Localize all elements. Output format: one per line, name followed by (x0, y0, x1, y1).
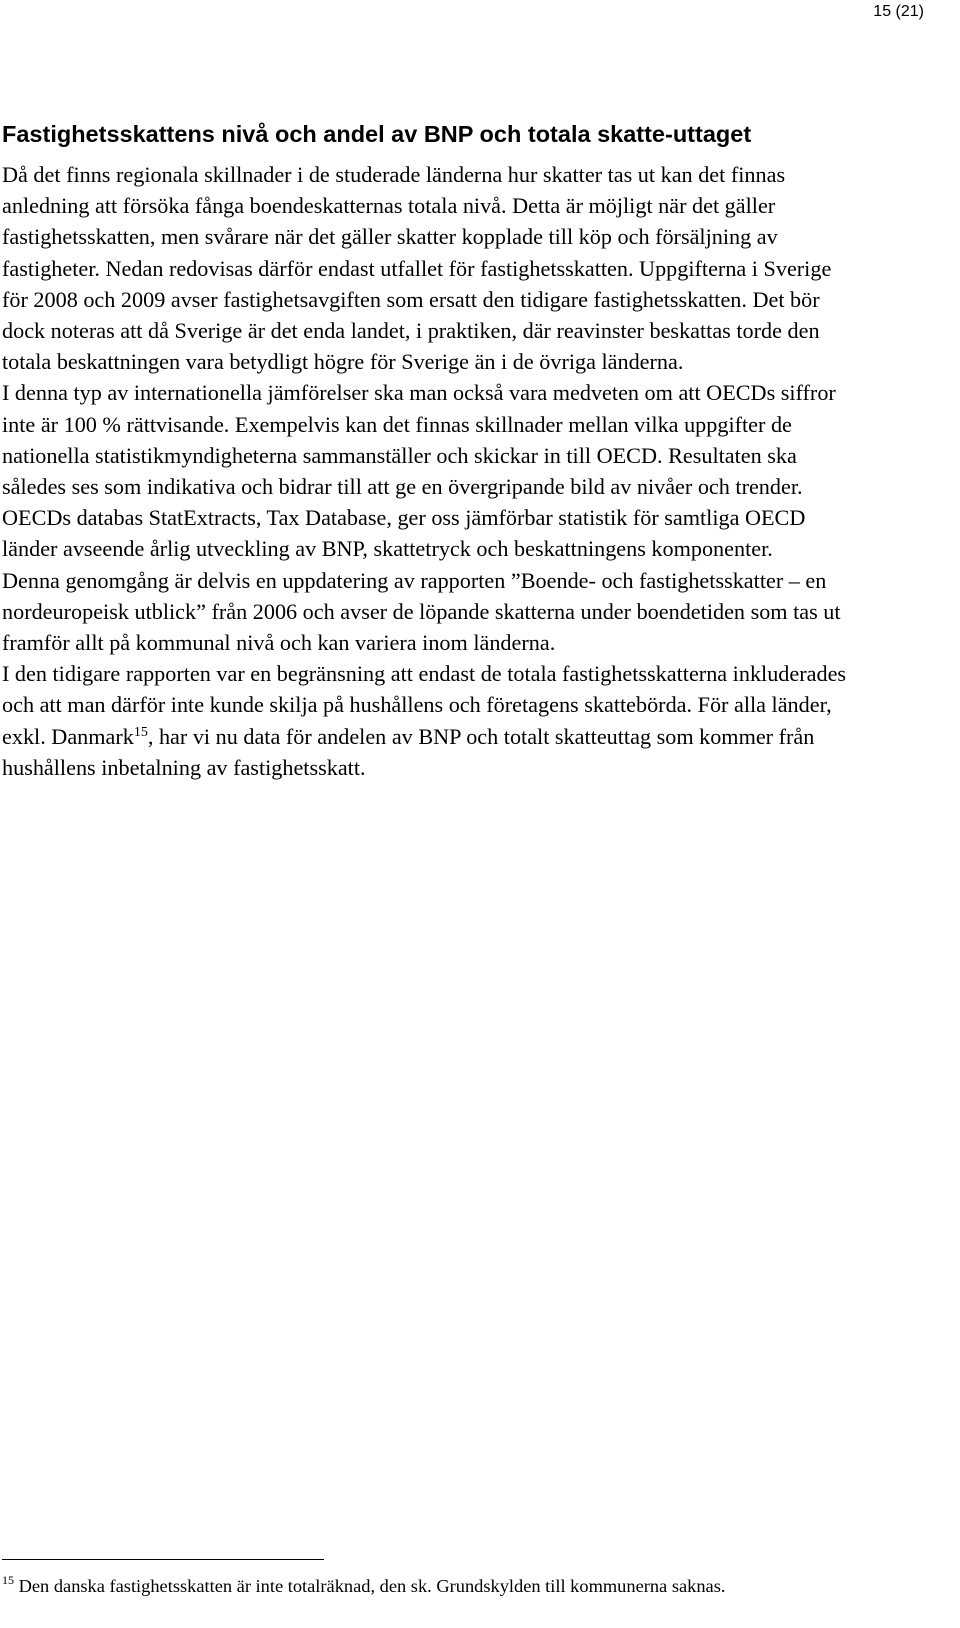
paragraph-report-update: Denna genomgång är delvis en uppdatering av rapporten ”Boende- och fastighetsskatter – en nordeuropeisk utblick” från 2006 och avser de löpande skatterna under boendetiden som tas ut framför allt på kommunal nivå och kan variera inom länderna. (2, 567, 841, 656)
paragraph-text-after-ref: , har vi nu data för andelen av BNP och totalt skatteuttag som kommer från hushållens inbetalning av fastighetsskatt. (2, 723, 815, 780)
paragraph-text-before-ref: I den tidigare rapporten var en begränsning att endast de totala fastighetsskatterna inkluderades och att man därför inte kunde skilja på hushållens och företagens skattebörda. För alla länder, exkl. Danmark (2, 661, 847, 749)
document-body (2, 118, 862, 783)
paragraph-regional-differences: Då det finns regionala skillnader i de studerade länderna hur skatter tas ut kan det finnas anledning att försöka fånga boendeskatternas totala nivå. Detta är möjligt när det gäller fastighetsskatten, men svårare när det gäller skatter kopplade till köp och försäljning av fastigheter. Nedan redovisas därför endast utfallet för fastighetsskatten. Uppgifterna i Sverige för 2008 och 2009 avser fastighetsavgiften som ersatt den tidigare fastighetsskatten. Det bör dock noteras att då Sverige är det enda landet, i praktiken, där reavinster beskattas torde den totala beskattningen vara betydligt högre för Sverige än i de övriga länderna. (2, 162, 832, 375)
paragraph-previous-report (2, 658, 862, 783)
footnote (2, 1573, 862, 1599)
paragraph-statextracts: OECDs databas StatExtracts, Tax Database, ger oss jämförbar statistik för samtliga OECD länder avseende årlig utveckling av BNP, skattetryck och beskattningens komponenter. (2, 505, 806, 562)
footnote-reference[interactable]: 15 (133, 724, 148, 740)
page-number: 15 (21) (873, 3, 924, 20)
footnote-text: Den danska fastighetsskatten är inte totalräknad, den sk. Grundskylden till kommunerna saknas. (14, 1576, 726, 1596)
section-heading: Fastighetsskattens nivå och andel av BNP och totala skatte-uttaget (2, 121, 752, 147)
paragraph-oecd-comparisons: I denna typ av internationella jämförelser ska man också vara medveten om att OECDs siffror inte är 100 % rättvisande. Exempelvis kan det finnas skillnader mellan vilka uppgifter de nationella statistikmyndigheterna sammanställer och skickar in till OECD. Resultaten ska således ses som indikativa och bidrar till att ge en övergripande bild av nivåer och trender. (2, 380, 836, 500)
footnote-separator (2, 1559, 324, 1560)
footnote-number: 15 (2, 1573, 14, 1587)
